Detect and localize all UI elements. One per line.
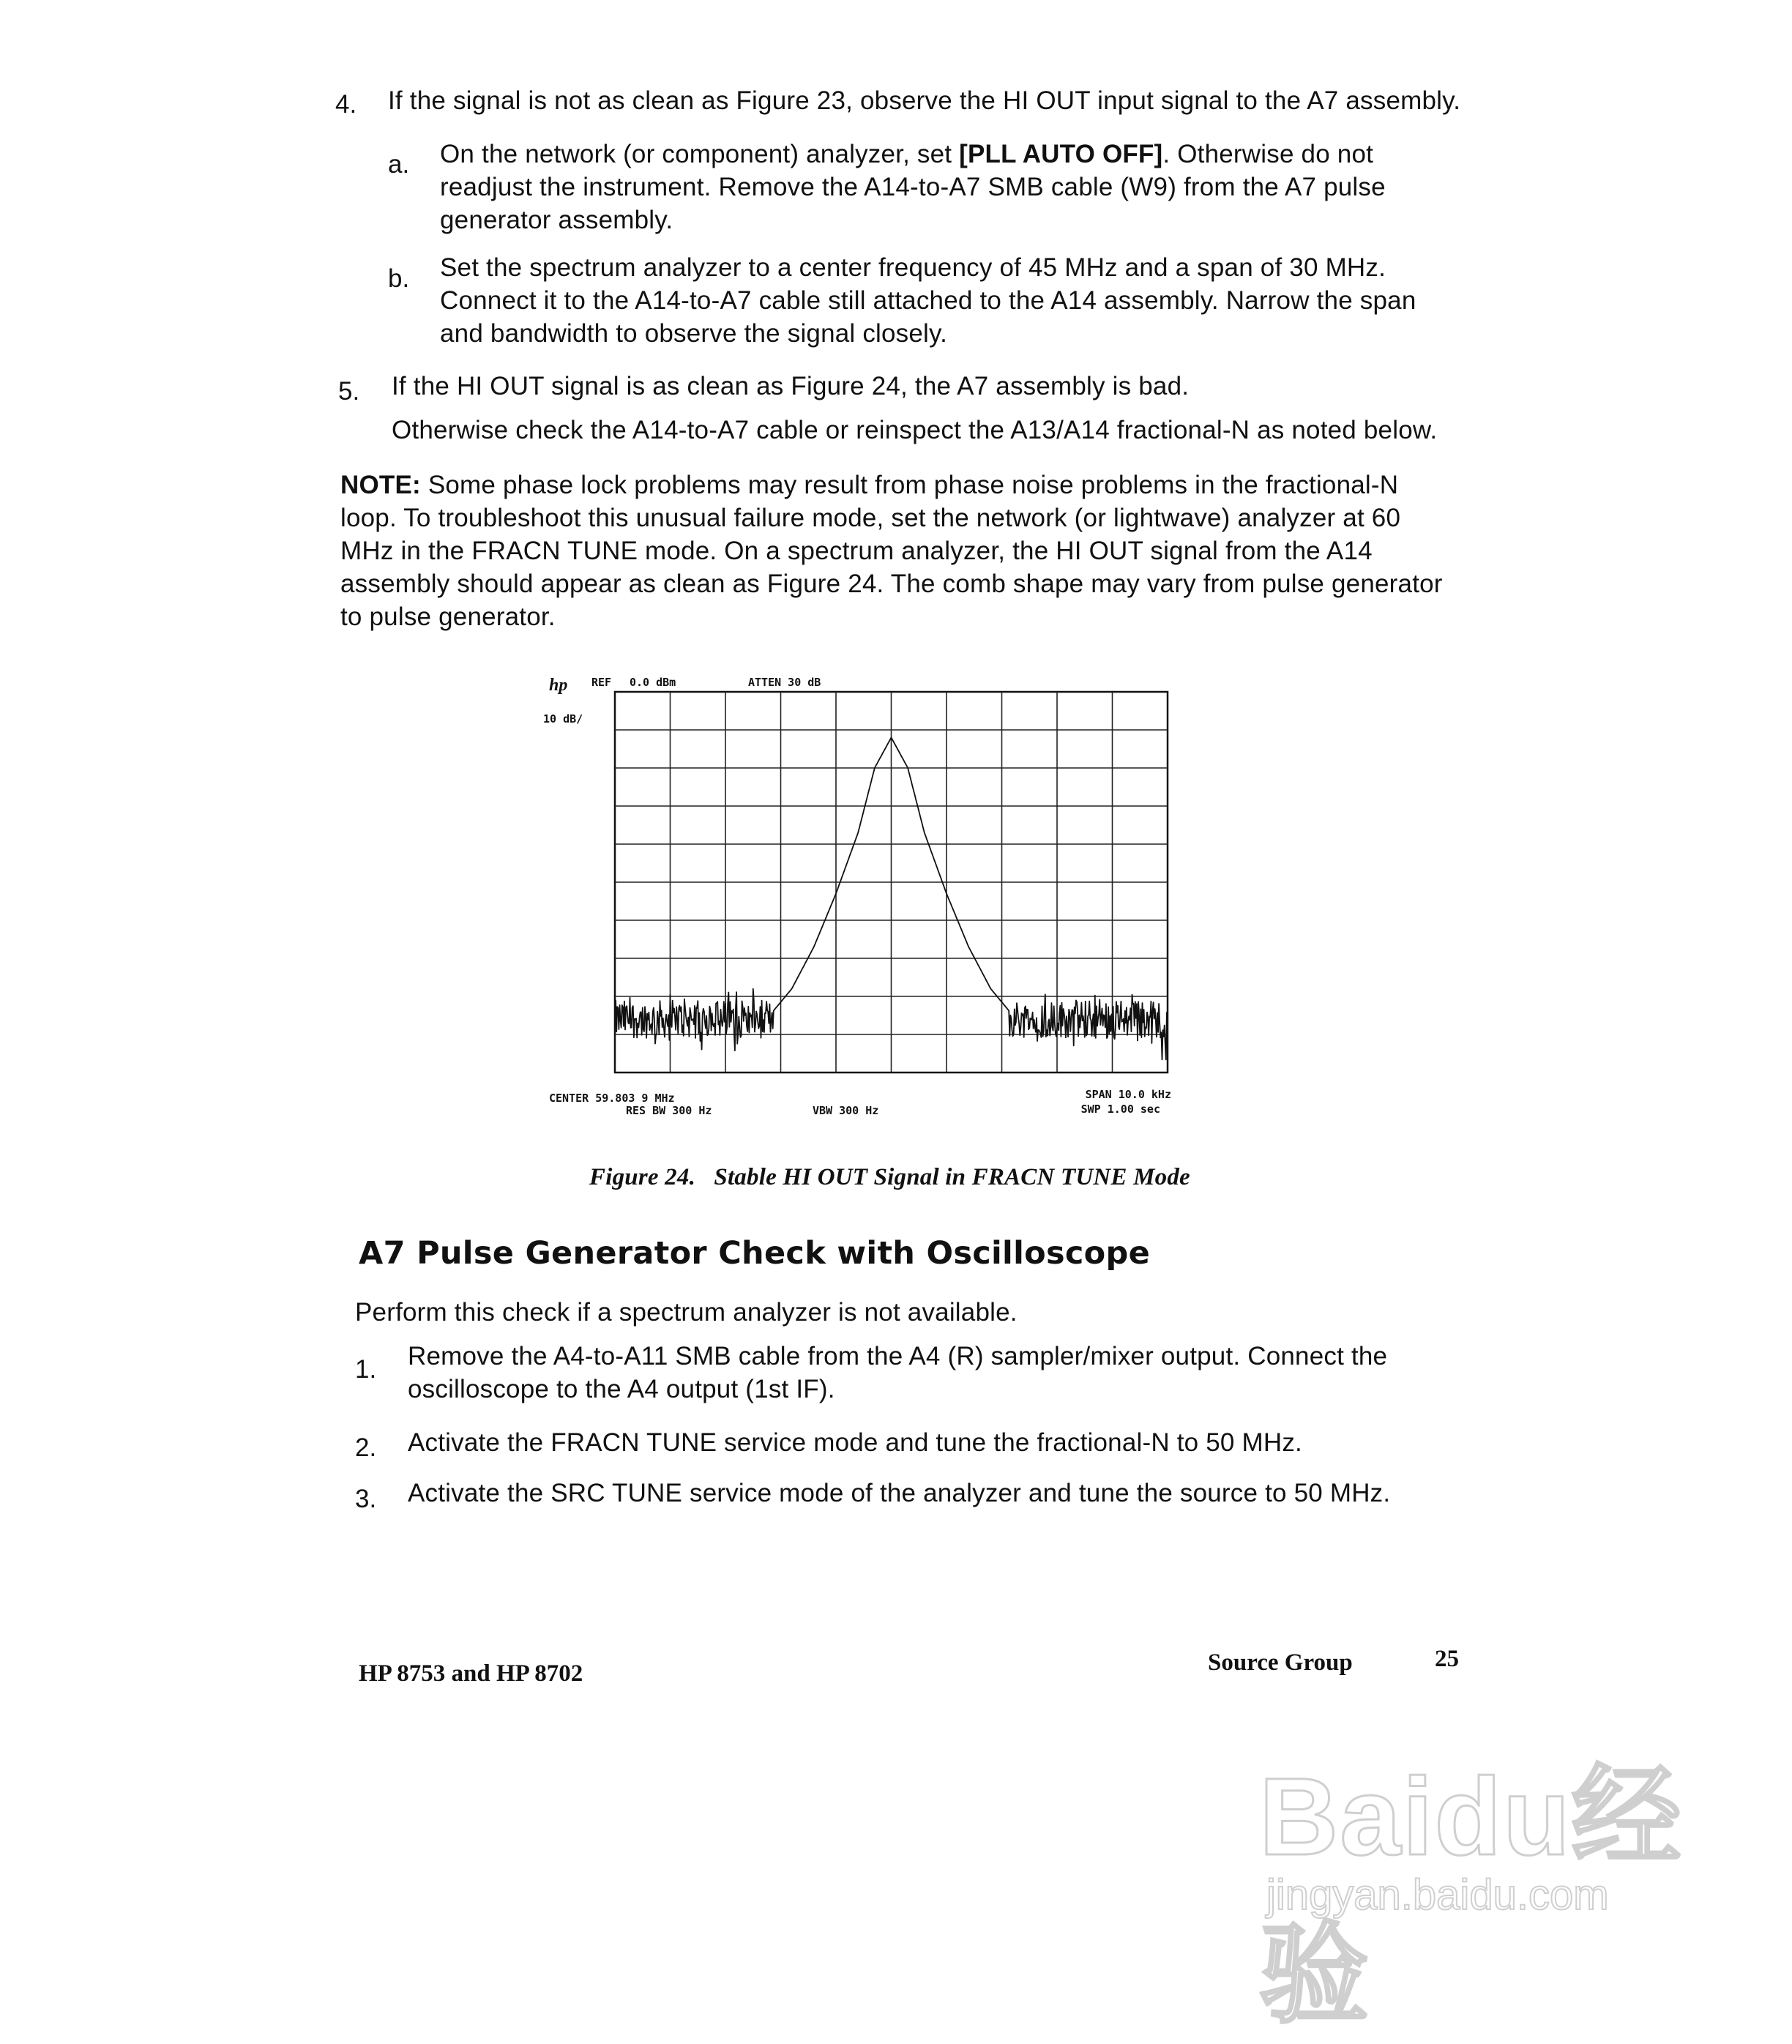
step-4b-number: b. [388, 264, 410, 293]
watermark-logo: Baidu经验 [1259, 1755, 1683, 2036]
section-intro: Perform this check if a spectrum analyzer is not available. [355, 1298, 1018, 1327]
footer-model: HP 8753 and HP 8702 [359, 1660, 583, 1687]
watermark-url: jingyan.baidu.com [1266, 1871, 1609, 1919]
step-5-followup: Otherwise check the A14-to-A7 cable or reinspect the A13/A14 fractional-N as noted below. [392, 416, 1438, 444]
step-4-text: If the signal is not as clean as Figure 23, observe the HI OUT input signal to the A7 assembly. [388, 86, 1461, 115]
section-step-3-text: Activate the SRC TUNE service mode of the analyzer and tune the source to 50 MHz. [408, 1479, 1391, 1507]
note-paragraph [340, 469, 1446, 633]
figure-caption-text: Stable HI OUT Signal in FRACN TUNE Mode [714, 1164, 1190, 1190]
page-number: 25 [1435, 1646, 1459, 1672]
spectrum-analyzer-plot [534, 670, 1193, 1124]
step-5-number: 5. [338, 377, 360, 406]
note-label: NOTE: [340, 471, 421, 499]
step-4a-pre: On the network (or component) analyzer, set [440, 140, 960, 168]
step-4a-text [440, 138, 1439, 236]
step-5-text: If the HI OUT signal is as clean as Figure 24, the A7 assembly is bad. [392, 372, 1190, 400]
step-4b-text: Set the spectrum analyzer to a center frequency of 45 MHz and a span of 30 MHz. Connect it to the A14-to-A7 cable still attached to the A14 assembly. Narrow the span and bandwidth to observe the signal closely. [440, 253, 1416, 348]
section-step-2-text: Activate the FRACN TUNE service mode and tune the fractional-N to 50 MHz. [408, 1428, 1302, 1457]
figure-24-caption [589, 1164, 1190, 1191]
note-text: Some phase lock problems may result from phase noise problems in the fractional-N loop. To troubleshoot this unusual failure mode, set the network (or lightwave) analyzer at 60 MHz in the FRACN TUNE mode. On a spectrum analyzer, the HI OUT signal from the A14 assembly should appear as clean as Figure 24. The comb shape may vary from pulse generator to pulse generator. [340, 471, 1443, 631]
sweep-label: SWP 1.00 sec [1080, 1103, 1160, 1116]
vbw-label: VBW 300 Hz [813, 1104, 879, 1117]
section-step-2-number: 2. [355, 1433, 377, 1462]
footer-section-name: Source Group [1208, 1649, 1353, 1676]
section-step-1-text: Remove the A4-to-A11 SMB cable from the A4 (R) sampler/mixer output. Connect the oscilloscope to the A4 output (1st IF). [408, 1342, 1388, 1403]
atten-label: ATTEN 30 dB [748, 676, 821, 689]
pll-auto-off-key: [PLL AUTO OFF] [959, 140, 1163, 168]
span-label: SPAN 10.0 kHz [1085, 1088, 1171, 1101]
section-step-3-number: 3. [355, 1485, 377, 1513]
step-4a-post: . Otherwise do not readjust the instrument. Remove the A14-to-A7 SMB cable (W9) from the A7 pulse generator assembly. [440, 140, 1386, 234]
section-heading: A7 Pulse Generator Check with Oscilloscope [359, 1235, 1151, 1272]
scale-label: 10 dB/ [543, 712, 583, 726]
step-4-number: 4. [335, 90, 357, 119]
section-step-1-number: 1. [355, 1355, 377, 1384]
figure-caption-number: Figure 24. [589, 1164, 696, 1190]
center-frequency-label: CENTER 59.803 9 MHz [549, 1092, 675, 1105]
step-4a-number: a. [388, 150, 410, 179]
baidu-jingyan-watermark [1244, 1720, 1684, 2036]
ref-label: REF [591, 676, 612, 689]
ref-value: 0.0 dBm [630, 676, 676, 689]
hp-logo: hp [549, 676, 568, 695]
res-bw-label: RES BW 300 Hz [626, 1104, 712, 1117]
